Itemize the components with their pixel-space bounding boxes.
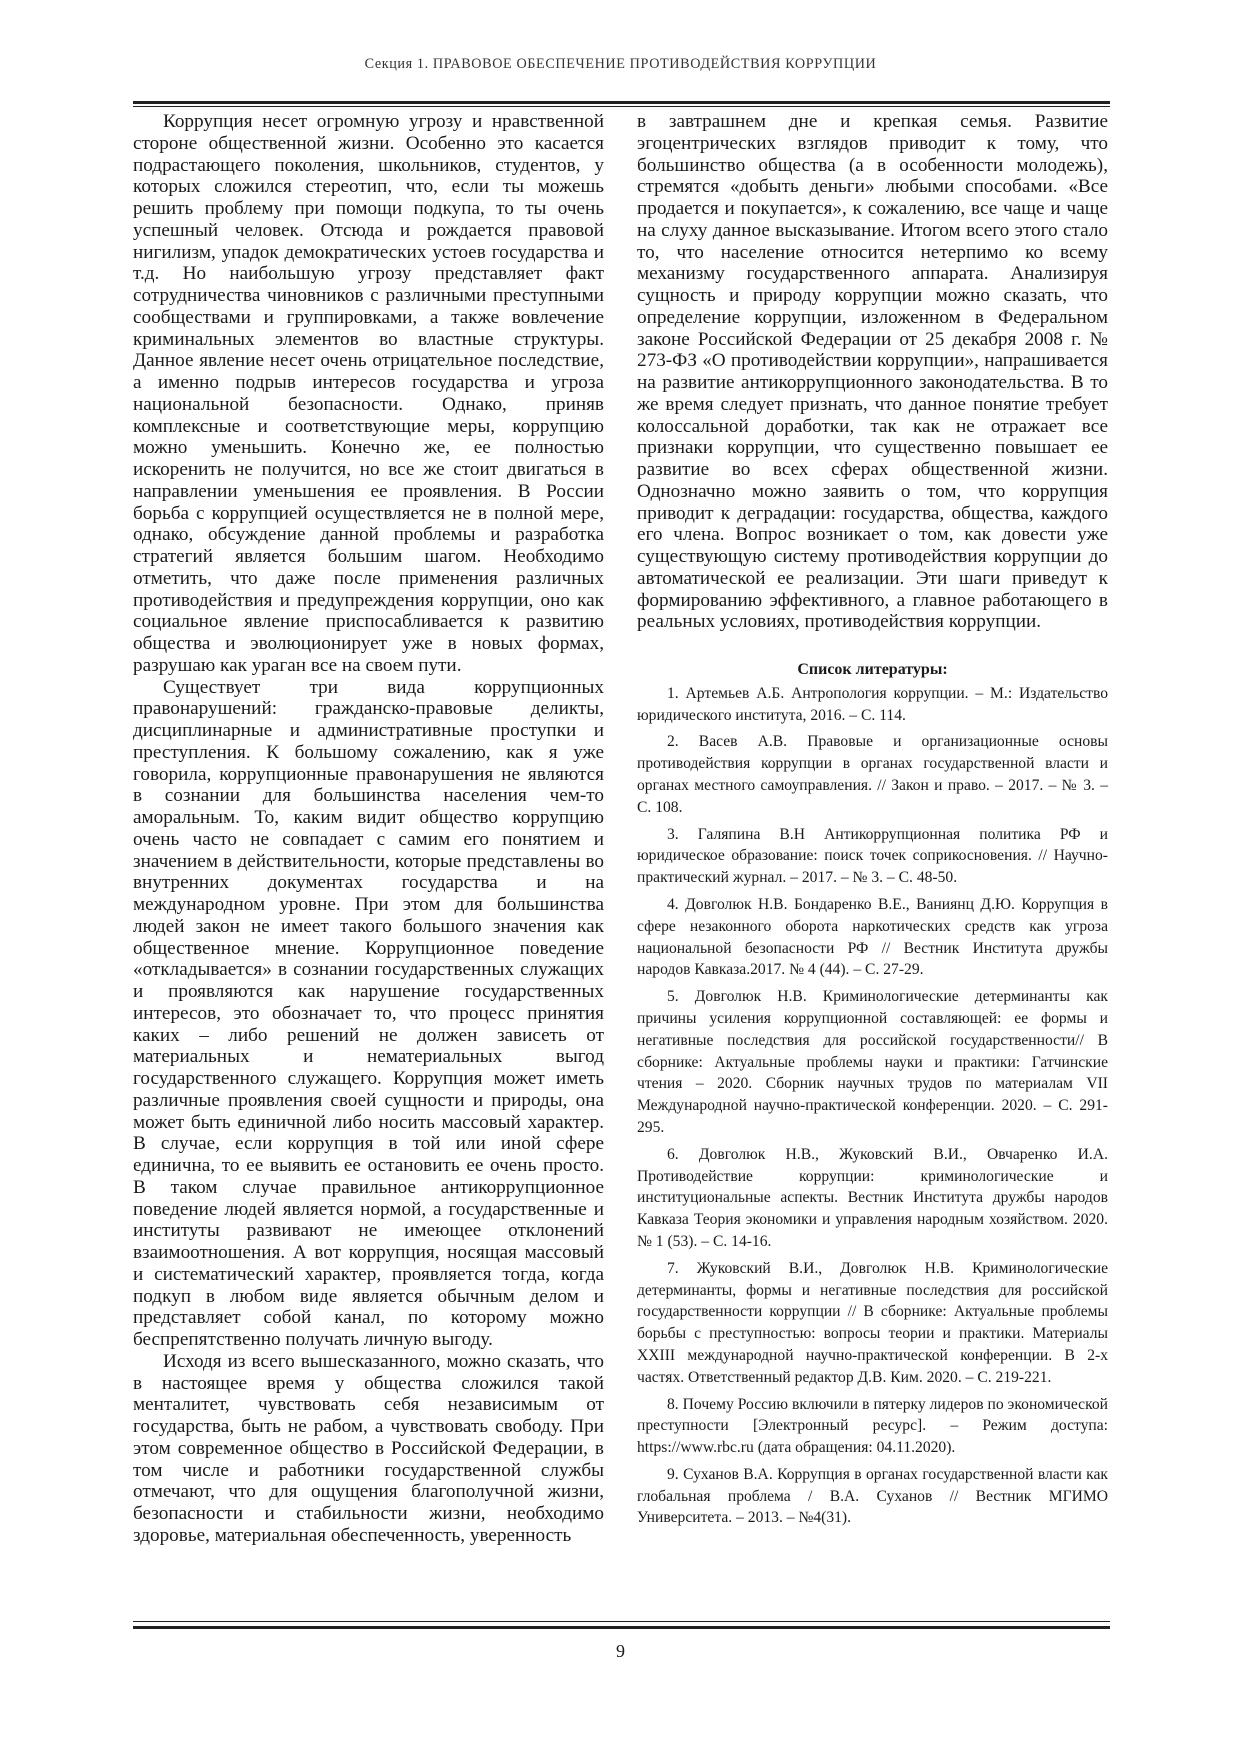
reference-item: 1. Артемьев А.Б. Антропология коррупции. – М.: Издательство юридического института, 2016. – С. 114. bbox=[637, 684, 1108, 724]
right-column bbox=[637, 111, 1108, 1534]
reference-item: 9. Суханов В.А. Коррупция в органах государственной власти как глобальная проблема / В.А. Суханов // Вестник МГИМО Университета. – 2013. – №4(31). bbox=[637, 1465, 1108, 1527]
reference-item: 2. Васев А.В. Правовые и организационные основы противодействия коррупции в органах государственной власти и органах местного самоуправления. // Закон и право. – 2017. – № 3. – С. 108. bbox=[637, 733, 1108, 816]
running-header: Секция 1. ПРАВОВОЕ ОБЕСПЕЧЕНИЕ ПРОТИВОДЕЙСТВИЯ КОРРУПЦИИ bbox=[364, 56, 877, 72]
reference-item: 6. Довголюк Н.В., Жуковский В.И., Овчаренко И.А. Противодействие коррупции: криминологические и институциональные аспекты. Вестник Института дружбы народов Кавказа Теория экономики и управления народным хозяйством. 2020. № 1 (53). – С. 14-16. bbox=[637, 1145, 1108, 1250]
reference-item: 4. Довголюк Н.В. Бондаренко В.Е., Ваниянц Д.Ю. Коррупция в сфере незаконного оборота наркотических средств как угроза национальной безопасности РФ // Вестник Института дружбы народов Кавказа.2017. № 4 (44). – С. 27-29. bbox=[637, 895, 1108, 979]
header-rule-thick bbox=[133, 101, 1110, 104]
reference-item: 5. Довголюк Н.В. Криминологические детерминанты как причины усиления коррупционной составляющей: ее формы и негативные последствия для российской государственности// В сборнике: Актуальные проблемы науки и практики: Гатчинские чтения – 2020. Сборник научных трудов по материалам VII Международной научно-практической конференции. 2020. – С. 291-295. bbox=[637, 988, 1108, 1136]
body-paragraph: Исходя из всего вышесказанного, можно сказать, что в настоящее время у общества сложился такой менталитет, чувствовать себя независимым от государства, быть не рабом, а чувствовать свободу. При этом современное общество в Российской Федерации, в том числе и работники государственной службы отмечают, что для ощущения благополучной жизни, безопасности и стабильности жизни, необходимо здоровье, материальная обеспеченность, уверенность bbox=[133, 1350, 604, 1546]
references-section bbox=[637, 659, 1108, 1529]
references-title: Список литературы: bbox=[797, 661, 948, 678]
body-paragraph: Коррупция несет огромную угрозу и нравственной стороне общественной жизни. Особенно это касается подрастающего поколения, школьников, студентов, у которых сложился стереотип, что, если ты можешь решить проблему при помощи подкупа, то ты очень успешный человек. Отсюда и рождается правовой нигилизм, упадок демократических устоев государства и т.д. Но наибольшую угрозу представляет факт сотрудничества чиновников с различными преступными сообществами и группировками, а также вовлечение криминальных элементов во властные структуры. Данное явление несет очень отрицательное последствие, а именно подрыв интересов государства и угроза национальной безопасности. Однако, приняв комплексные и соответствующие меры, коррупцию можно уменьшить. Конечно же, ее полностью искоренить не получится, но все же стоит двигаться в направлении уменьшения ее проявления. В России борьба с коррупцией осуществляется не в полной мере, однако, обсуждение данной проблемы и разработка стратегий является большим шагом. Необходимо отметить, что даже после применения различных противодействия и предупреждения коррупции, оно как социальное явление приспосабливается к развитию общества и эволюционирует уже в новых формах, разрушаю как ураган все на своем пути. bbox=[133, 111, 604, 676]
body-paragraph: Существует три вида коррупционных правонарушений: гражданско-правовые деликты, дисциплинарные и административные проступки и преступления. К большому сожалению, как я уже говорила, коррупционные правонарушения не являются в сознании для большинства населения чем-то аморальным. То, каким видит общество коррупцию очень часто не совпадает с самим его понятием и значением в действительности, которые представлены во внутренних документах государства и на международном уровне. При этом для большинства людей закон не имеет такого большого значения как общественное мнение. Коррупционное поведение «откладывается» в сознании государственных служащих и проявляются как нарушение государственных интересов, это обозначает то, что процесс принятия каких – либо решений не должен зависеть от материальных и нематериальных выгод государственного служащего. Коррупция может иметь различные проявления своей сущности и природы, она может быть единичной либо носить массовый характер. В случае, если коррупция в той или иной сфере единична, то ее выявить ее остановить ее очень просто. В таком случае правильное антикоррупционное поведение людей является нормой, а государственные и институты развивают не имеющее отклонений взаимоотношения. А вот коррупция, носящая массовый и систематический характер, проявляется тогда, когда подкуп в любом виде является обычным делом и представляет собой канал, по которому можно беспрепятственно получать личную выгоду. bbox=[133, 676, 604, 1350]
body-paragraph-continuation: в завтрашнем дне и крепкая семья. Развитие эгоцентрических взглядов приводит к тому, что большинство общества (а в особенности молодежь), стремятся «добыть деньги» любыми способами. «Все продается и покупается», к сожалению, все чаще и чаще на слуху данное высказывание. Итогом всего этого стало то, что население относится нетерпимо ко всему механизму государственного аппарата. Анализируя сущность и природу коррупции можно сказать, что определение коррупции, изложенном в Федеральном законе Российской Федерации от 25 декабря 2008 г. № 273-ФЗ «О противодействии коррупции», напрашивается на развитие антикоррупционного законодательства. В то же время следует признать, что данное понятие требует колоссальной доработки, так как не отражает все признаки коррупции, что существенно повышает ее развитие во всех сферах общественной жизни. Однозначно можно заявить о том, что коррупция приводит к деградации: государства, общества, каждого его члена. Вопрос возникает о том, как довести уже существующую систему противодействия коррупции до автоматической ее реализации. Эти шаги приведут к формированию эффективного, а главное работающего в реальных условиях, противодействия коррупции. bbox=[637, 111, 1108, 633]
left-column bbox=[133, 111, 604, 1547]
reference-item: 8. Почему Россию включили в пятерку лидеров по экономической преступности [Электронный ресурс]. – Режим доступа: https://www.rbc.ru (дата обращения: 04.11.2020). bbox=[637, 1395, 1108, 1457]
footer-rule-thin bbox=[133, 1621, 1110, 1622]
reference-item: 3. Галяпина В.Н Антикоррупционная политика РФ и юридическое образование: поиск точек соприкосновения. // Научно-практический журнал. – 2017. – № 3. – С. 48-50. bbox=[637, 825, 1108, 887]
page-number: 9 bbox=[616, 1641, 625, 1661]
footer-rule-thick bbox=[133, 1626, 1110, 1629]
header-rule-thin bbox=[133, 106, 1110, 107]
reference-item: 7. Жуковский В.И., Довголюк Н.В. Криминологические детерминанты, формы и негативные последствия для российской государственности коррупции // В сборнике: Актуальные проблемы борьбы с преступностью: вопросы теории и практики. Материалы XXIII международной научно-практической конференции. В 2-х частях. Ответственный редактор Д.В. Ким. 2020. – С. 219-221. bbox=[637, 1259, 1108, 1386]
